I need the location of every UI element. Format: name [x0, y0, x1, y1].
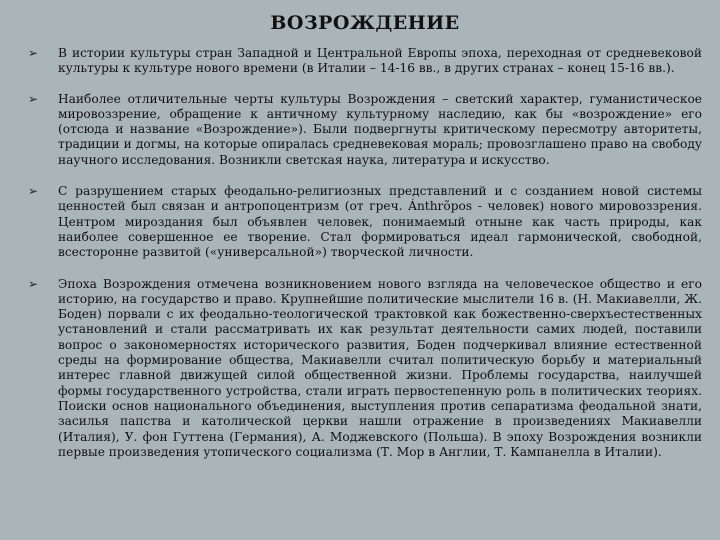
list-item [28, 92, 702, 168]
paragraph-text: В истории культуры стран Западной и Центральной Европы эпоха, переходная от средневековой культуры к культуре нового времени (в Италии – 14-16 вв., в других странах – конец 15-16 вв.). [58, 46, 702, 76]
list-item [28, 46, 702, 77]
arrow-bullet-icon: ➢ [28, 46, 39, 60]
paragraph-text: Наиболее отличительные черты культуры Возрождения – светский характер, гуманистическое мировоззрение, обращение к античному культурному наследию, как бы «возрождение» его (отсюда и название «Возрождение»). Были подвергнуты критическому пересмотру авторитеты, традиции и догмы, на которые опиралась средневековая мораль; провозглашено право на свободу научного исследования. Возникли светская наука, литература и искусство. [58, 91, 702, 167]
arrow-bullet-icon: ➢ [28, 91, 39, 106]
page-title: ВОЗРОЖДЕНИЕ [270, 12, 460, 34]
paragraph-text: Эпоха Возрождения отмечена возникновением нового взгляда на человеческое общество и его историю, на государство и право. Крупнейшие политические мыслители 16 в. (Н. Макиавелли, Ж. Боден) порвали с их феодально-теологической трактовкой как божественно-сверхъестественных установлений и стали рассматривать их как результат деятельности самих людей, поставили вопрос о закономерностях исторического развития, Боден подчеркивал влияние естественной среды на формирование общества, Макиавелли считал политическую борьбу и материальный интерес главной движущей силой общественной жизни. Проблемы государства, наилучшей формы государственного устройства, стали играть первостепенную роль в политических теориях. Поиски основ национального объединения, выступления против сепаратизма феодальной знати, засилья папства и католической церкви нашли отражение в произведениях Макиавелли (Италия), У. фон Гуттена (Германия), А. Моджевского (Польша). В эпоху Возрождения возникли первые произведения утопического социализма (Т. Мор в Англии, Т. Кампанелла в Италии). [58, 276, 702, 459]
arrow-bullet-icon: ➢ [28, 276, 39, 291]
arrow-bullet-icon: ➢ [28, 184, 39, 199]
paragraph-text: С разрушением старых феодально-религиозных представлений и с созданием новой системы ценностей был связан и антропоцентризм (от греч. Ánthrõpos - человек) нового мировоззрения. Центром мироздания был объявлен человек, понимаемый отныне как часть природы, как наиболее совершенное ее творение. Стал формироваться идеал гармонической, свободной, всесторонне развитой («универсальной») творческой личности. [58, 184, 702, 260]
list-item [28, 277, 702, 461]
list-item [28, 184, 702, 260]
